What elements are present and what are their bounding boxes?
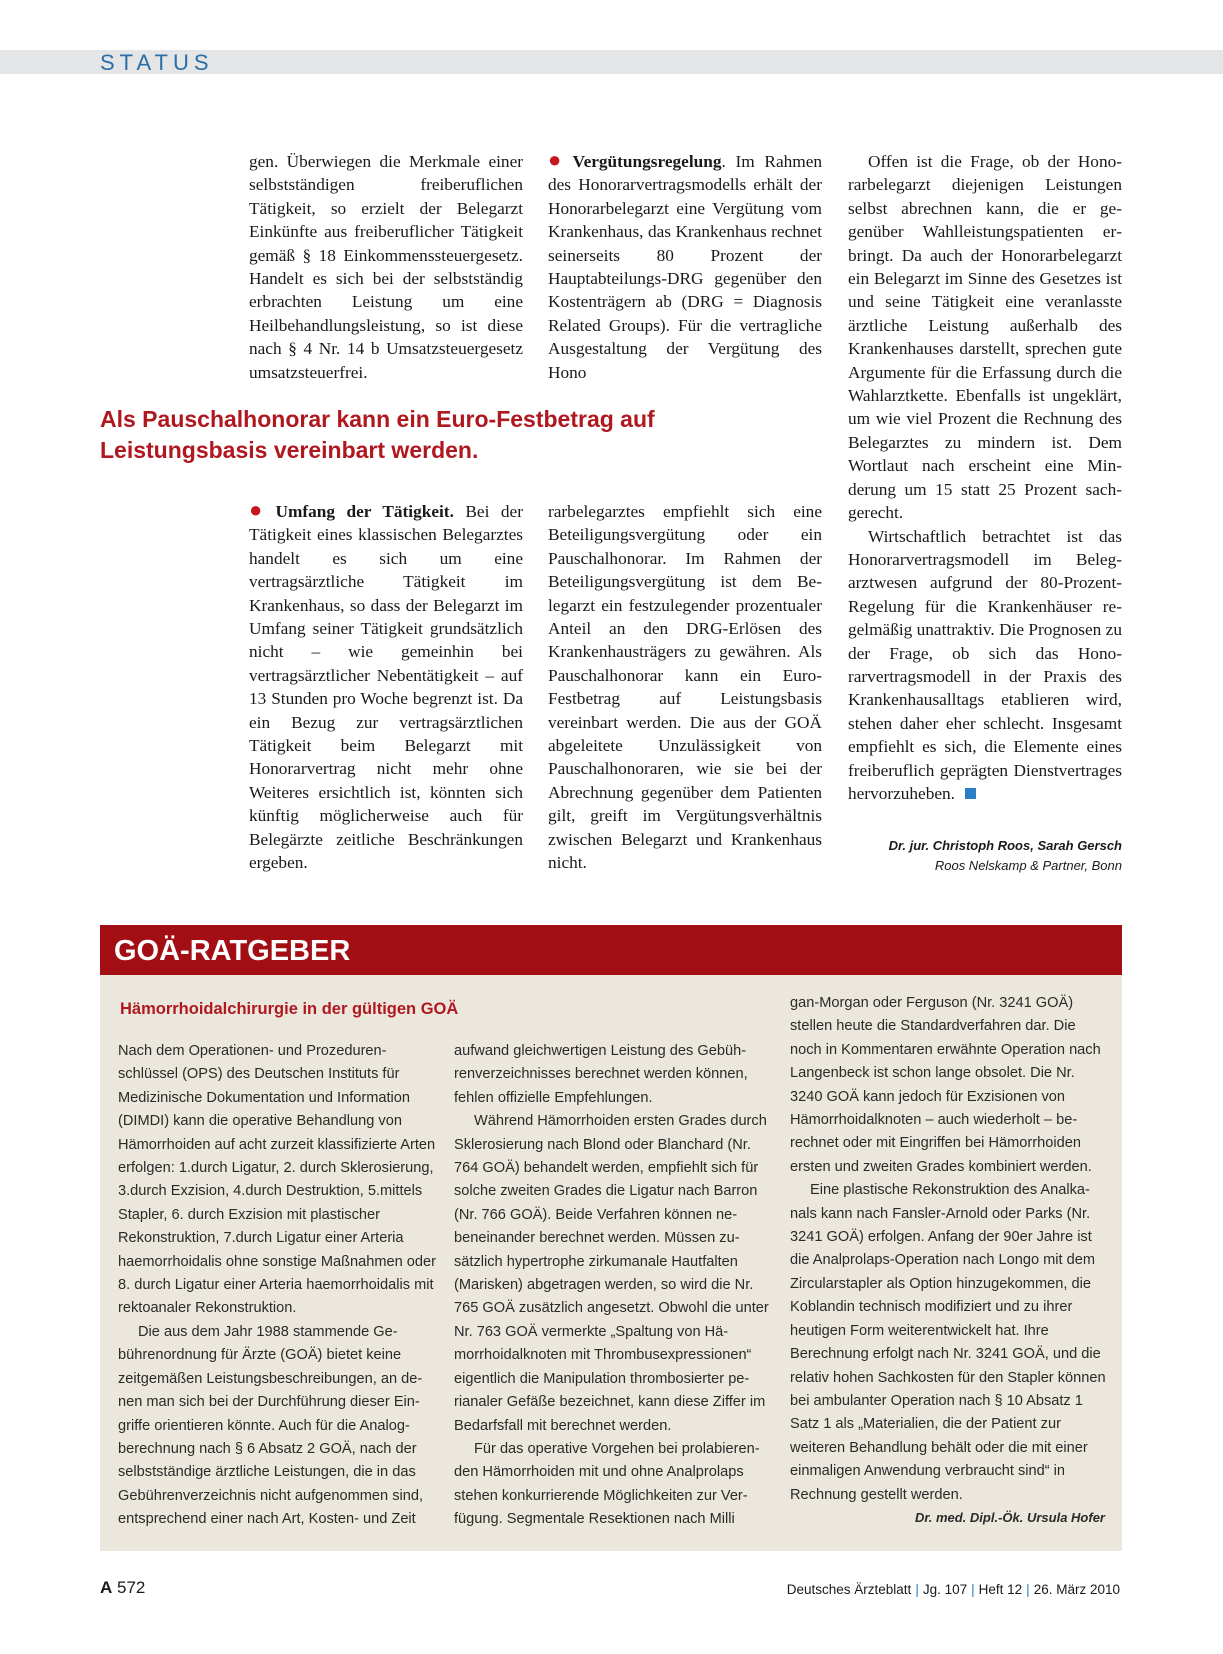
separator: | xyxy=(915,1582,919,1597)
pull-quote: Als Pauschalhonorar kann ein Euro-Festbetrag auf Leistungsbasis vereinbart werden. xyxy=(100,406,655,463)
page-number-value: 572 xyxy=(117,1578,146,1597)
article-column-2-top xyxy=(548,147,823,384)
article-paragraph: Offen ist die Frage, ob der Honorarbelegarzt diejenigen Leistungen selbst abrechnen kann, die er gegenüber Wahlleistungspatienten erbringt. Da auch der Honorarbelegarzt ein Belegarzt im Sinne des Gesetzes ist und seine Tätigkeit eine veranlasste ärztliche Leistung außerhalb des Krankenhauses darstellt, sprechen gute Argumente für die Erfassung durch die Wahlarztkette. Ebenfalls ist ungeklärt, um wie viel Prozent die Rechnung des Belegarztes zu mindern ist. Dem Wortlaut nach erscheint eine Minderung um 15 statt 25 Prozent sachgerecht. xyxy=(848,152,1122,523)
article-paragraph xyxy=(848,525,1122,806)
article-paragraph: rarbelegarztes empfiehlt sich eine Beteiligungsvergütung oder ein Pauschalhonorar. Im Rahmen der Beteiligungsvergütung ist dem Belegarzt ein festzulegender prozentualer Anteil an den DRG-Erlösen des Krankenhausträgers zu gewähren. Als Pauschalhonorar kann ein Euro-Festbetrag auf Leistungsbasis vereinbart werden. Die aus der GOÄ abgeleitete Unzulässigkeit von Pauschalhonoraren, wie sie bei der Abrechnung gegenüber dem Patienten gilt, greift im Vergütungsverhältnis zwischen Belegarzt und Krankenhaus nicht. xyxy=(548,502,822,873)
box-paragraph: Nach dem Operationen- und Prozedurenschlüssel (OPS) des Deutschen Instituts für Medizinische Dokumentation und Information (DIMDI) kann die operative Behandlung von Hämorrhoiden auf acht zurzeit klassifizierte Arten erfolgen: 1.durch Ligatur, 2. durch Sklerosierung, 3.durch Exzision, 4.durch Destruktion, 5.mittels Stapler, 6. durch Exzision mit plastischer Rekonstruktion, 7.durch Ligatur einer Arteria haemorrhoidalis ohne sonstige Maßnahmen oder 8. durch Ligatur einer Arteria haemorrhoidalis mit rektoanaler Rekonstruktion. xyxy=(118,1043,437,1317)
author-names: Dr. jur. Christoph Roos, Sarah Gersch xyxy=(888,838,1122,853)
article-text: . Im Rahmen des Honorarvertragsmodells erhält der Honorarbelegarzt eine Vergütung vom Krankenhaus, das Krankenhaus rechnet seinerseits 80 Prozent der Hauptabteilungs-DRG gegenüber den Kostenträgern ab (DRG = Diagnosis Related Groups). Für die vertragliche Ausgestaltung der Vergütung des Hono xyxy=(548,152,823,382)
section-label: STATUS xyxy=(100,50,214,75)
article-paragraph xyxy=(548,147,823,384)
article-paragraph: gen. Überwiegen die Merkmale einer selbstständigen freiberuflichen Tätigkeit, so erzielt der Belegarzt Einkünfte aus freiberuflicher Tätigkeit gemäß § 18 Einkommenssteuergesetz. Handelt es sich bei der selbstständig erbrachten Leistung um eine Heilbehandlungsleistung, so ist diese nach § 4 Nr. 14 b Umsatzsteuergesetz umsatzsteuerfrei. xyxy=(249,152,523,382)
page-number xyxy=(100,1578,145,1598)
box-header xyxy=(100,925,1122,975)
journal-date: 26. März 2010 xyxy=(1033,1582,1120,1597)
box-paragraph: Während Hämorrhoiden ersten Grades durch Sklerosierung nach Blond oder Blanchard (Nr. 764 GOÄ) behandelt werden, empfiehlt sich für solche zweiten Grades die Ligatur nach Barron (Nr. 766 GOÄ). Beide Verfahren können nebeneinander berechnet werden. Müssen zusätzlich hypertrophe zirkumanale Hautfalten (Marisken) abgetragen werden, so wird die Nr. 765 GOÄ zusätzlich angesetzt. Obwohl die unter Nr. 763 GOÄ vermerkte „Spaltung von Hämorrhoidalknoten mit Thrombusexpressionen“ eigentlich die Manipulation thrombosierter perianaler Gefäße bezeichnet, kann diese Ziffer im Bedarfsfall mit berechnet werden. xyxy=(454,1113,769,1434)
box-column-3 xyxy=(790,992,1108,1507)
journal-name: Deutsches Ärzteblatt xyxy=(786,1582,912,1597)
page-prefix: A xyxy=(100,1578,113,1597)
box-title: GOÄ-RATGEBER xyxy=(114,935,351,967)
box-subtitle: Hämorrhoidalchirurgie in der gültigen GOÄ xyxy=(120,1000,459,1018)
section-header-bar xyxy=(0,50,1223,74)
end-mark-icon xyxy=(965,788,976,799)
separator: | xyxy=(971,1582,975,1597)
article-column-1-top xyxy=(249,150,523,384)
box-paragraph: Die aus dem Jahr 1988 stammende Gebührenordnung für Ärzte (GOÄ) bietet keine zeitgemäßen Leistungsbeschreibungen, an denen man sich bei der Durchführung dieser Eingriffe orientieren könnte. Auch für die Analogberechnung nach § 6 Absatz 2 GOÄ, nach der selbstständige ärztliche Leistungen, die in das Gebührenverzeichnis nicht aufgenommen sind, entsprechend einer nach Art, Kosten- und Zeit xyxy=(118,1323,424,1528)
box-paragraph: Eine plastische Rekonstruktion des Analkanals kann nach Fansler-Arnold oder Parks (Nr. 3241 GOÄ) erfolgen. Anfang der 90er Jahre ist die Analprolaps-Operation nach Longo mit dem Zircularstapler als Option hinzugekommen, die Koblandin technisch modifiziert und zu ihrer heutigen Form weiterentwickelt hat. Ihre Berechnung erfolgt nach Nr. 3241 GOÄ, und die relativ hohen Sachkosten für den Stapler können bei ambulanter Operation nach § 10 Absatz 1 Satz 1 als „Materialien, die der Patient zur weiteren Behandlung behält oder die mit einer einmaligen Anwendung verbraucht sind“ in Rechnung gestellt werden. xyxy=(790,1182,1106,1503)
box-paragraph: aufwand gleichwertigen Leistung des Gebührenverzeichnisses berechnet werden können, fehlen offizielle Empfehlungen. xyxy=(454,1043,748,1106)
box-column-1 xyxy=(118,1040,436,1532)
box-author: Dr. med. Dipl.-Ök. Ursula Hofer xyxy=(915,1510,1105,1525)
journal-volume: Jg. 107 xyxy=(922,1582,968,1597)
bullet-icon: ● xyxy=(249,497,270,522)
article-text: Wirtschaftlich betrachtet ist das Honorarvertragsmodell im Belegarztwesen aufgrund der 80-Prozent-Regelung für die Krankenhäuser regelmäßig unattraktiv. Die Prognosen zu der Frage, ob sich das Honorarvertragsmodell in der Praxis des Krankenhausalltags etablieren wird, stehen daher eher schlecht. Insgesamt empfiehlt es sich, die Elemente eines freiberuflich geprägten Dienstvertrages hervorzuheben. xyxy=(848,526,1122,803)
article-byline xyxy=(889,836,1122,876)
box-column-2 xyxy=(454,1040,772,1532)
box-paragraph: gan-Morgan oder Ferguson (Nr. 3241 GOÄ) stellen heute die Standardverfahren dar. Die noch in Kommentaren erwähnte Operation nach Langenbeck ist schon lange obsolet. Die Nr. 3240 GOÄ kann jedoch für Exzisionen von Hämorrhoidalknoten – auch wiederholt – berechnet oder mit Eingriffen bei Hämorrhoiden ersten und zweiten Grades kombiniert werden. xyxy=(790,995,1101,1175)
separator: | xyxy=(1026,1582,1030,1597)
subheading-umfang: Umfang der Tätigkeit. xyxy=(275,502,454,521)
subheading-verguetungsregelung: Vergütungsregelung xyxy=(572,152,722,171)
author-affiliation: Roos Nelskamp & Partner, Bonn xyxy=(934,858,1122,873)
article-column-3 xyxy=(848,150,1122,805)
article-paragraph xyxy=(249,497,523,875)
bullet-icon: ● xyxy=(548,147,567,172)
article-column-2-bottom xyxy=(548,500,822,875)
article-text: Bei der Tätigkeit eines klassischen Belegarztes handelt es sich um eine vertragsärztliche Tätigkeit im Krankenhaus, so dass der Belegarzt im Umfang seiner Tätigkeit grundsätzlich nicht – wie gemeinhin bei vertragsärztlicher Nebentätigkeit – auf 13 Stunden pro Woche begrenzt ist. Da ein Bezug zur vertragsärztlichen Tätigkeit beim Belegarzt mit Honorarvertrag nicht mehr ohne Weiteres ersichtlich ist, könnten sich künftig möglicherweise auch für Belegärzte zeitliche Beschränkungen ergeben. xyxy=(249,502,523,873)
article-column-1-bottom xyxy=(249,497,523,875)
journal-info xyxy=(787,1582,1120,1597)
journal-issue: Heft 12 xyxy=(978,1582,1023,1597)
box-paragraph: Für das operative Vorgehen bei prolabierenden Hämorrhoiden mit und ohne Analprolaps stehen konkurrierende Möglichkeiten zur Verfügung. Segmentale Resektionen nach Milli xyxy=(454,1440,760,1528)
